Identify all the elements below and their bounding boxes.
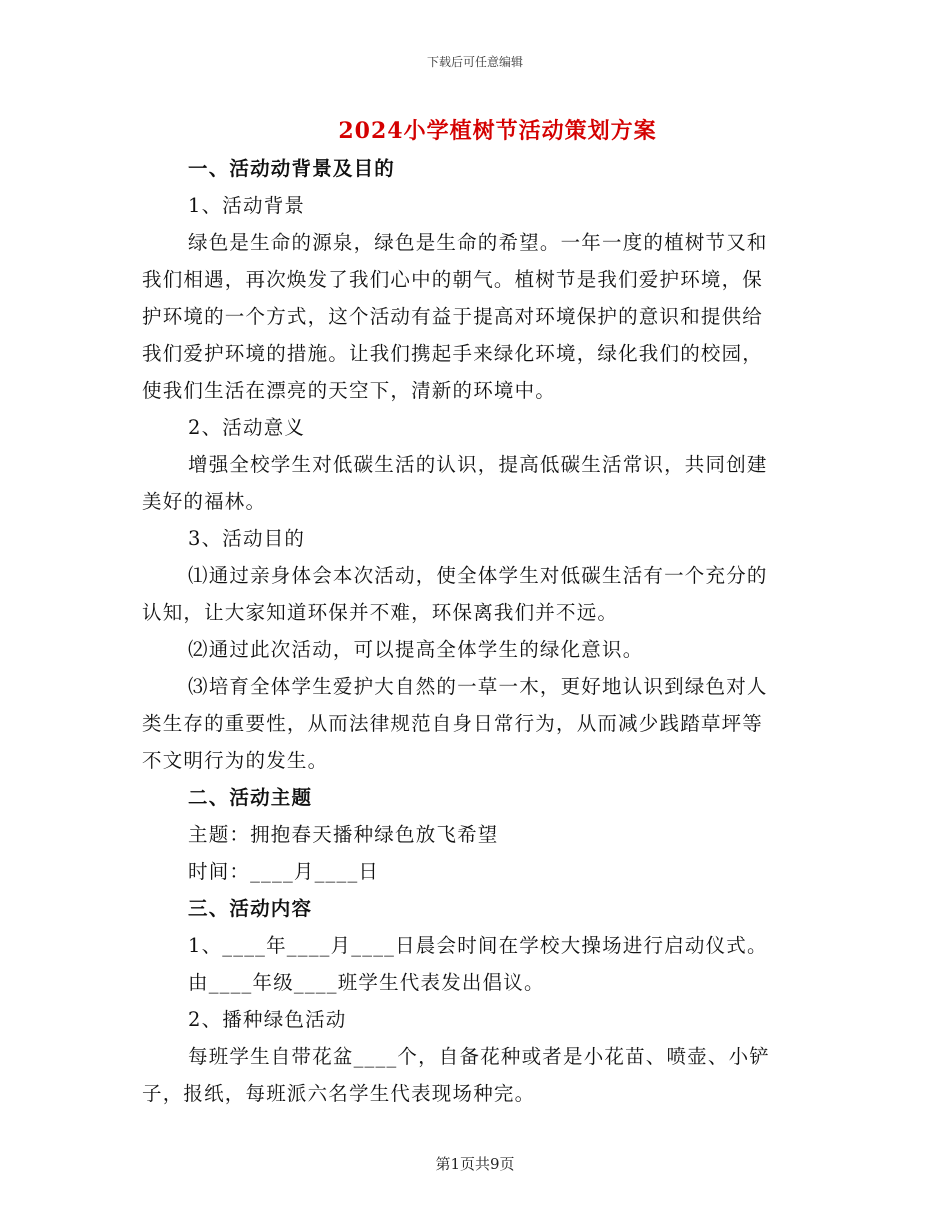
page-footer: 第1页共9页 <box>435 1155 515 1173</box>
paragraph-line: 使我们生活在漂亮的天空下，清新的环境中。 <box>142 379 557 402</box>
section-heading: 二、活动主题 <box>188 786 313 809</box>
paragraph-line: 美好的福林。 <box>142 490 267 513</box>
paragraph-line: 2、播种绿色活动 <box>188 1008 347 1031</box>
paragraph-line: 绿色是生命的源泉，绿色是生命的希望。一年一度的植树节又和 <box>188 231 768 254</box>
paragraph-line: 每班学生自带花盆____个，自备花种或者是小花苗、喷壶、小铲 <box>188 1045 771 1068</box>
paragraph-line: 我们相遇，再次焕发了我们心中的朝气。植树节是我们爱护环境，保 <box>142 268 764 291</box>
paragraph-line: ⑴通过亲身体会本次活动，使全体学生对低碳生活有一个充分的 <box>188 564 768 587</box>
header-note: 下载后可任意编辑 <box>426 55 523 69</box>
paragraph-line: ⑶培育全体学生爱护大自然的一草一木，更好地认识到绿色对人 <box>188 675 768 698</box>
paragraph-line: 子，报纸，每班派六名学生代表现场种完。 <box>142 1082 536 1105</box>
section-heading: 一、活动动背景及目的 <box>188 157 396 180</box>
paragraph-line: 由____年级____班学生代表发出倡议。 <box>188 971 545 994</box>
paragraph-line: 1、活动背景 <box>188 194 306 217</box>
paragraph-line: 3、活动目的 <box>188 527 306 550</box>
document-body <box>142 150 804 1112</box>
paragraph-line: 不文明行为的发生。 <box>142 749 329 772</box>
paragraph-line: 2、活动意义 <box>188 416 306 439</box>
paragraph-line: 主题：拥抱春天播种绿色放飞希望 <box>188 823 499 846</box>
document-title: 2024小学植树节活动策划方案 <box>338 118 657 144</box>
paragraph-line: 护环境的一个方式，这个活动有益于提高对环境保护的意识和提供给 <box>142 305 764 328</box>
paragraph-line: 1、____年____月____日晨会时间在学校大操场进行启动仪式。 <box>188 934 768 957</box>
paragraph-line: 认知，让大家知道环保并不难，环保离我们并不远。 <box>142 601 619 624</box>
paragraph-line: 类生存的重要性，从而法律规范自身日常行为，从而减少践踏草坪等 <box>142 712 764 735</box>
section-heading: 三、活动内容 <box>188 897 313 920</box>
paragraph-line: ⑵通过此次活动，可以提高全体学生的绿化意识。 <box>188 638 644 661</box>
paragraph-line: 增强全校学生对低碳生活的认识，提高低碳生活常识，共同创建 <box>188 453 768 476</box>
paragraph-line: 我们爱护环境的措施。让我们携起手来绿化环境，绿化我们的校园， <box>142 342 764 365</box>
paragraph-line: 时间：____月____日 <box>188 860 380 883</box>
